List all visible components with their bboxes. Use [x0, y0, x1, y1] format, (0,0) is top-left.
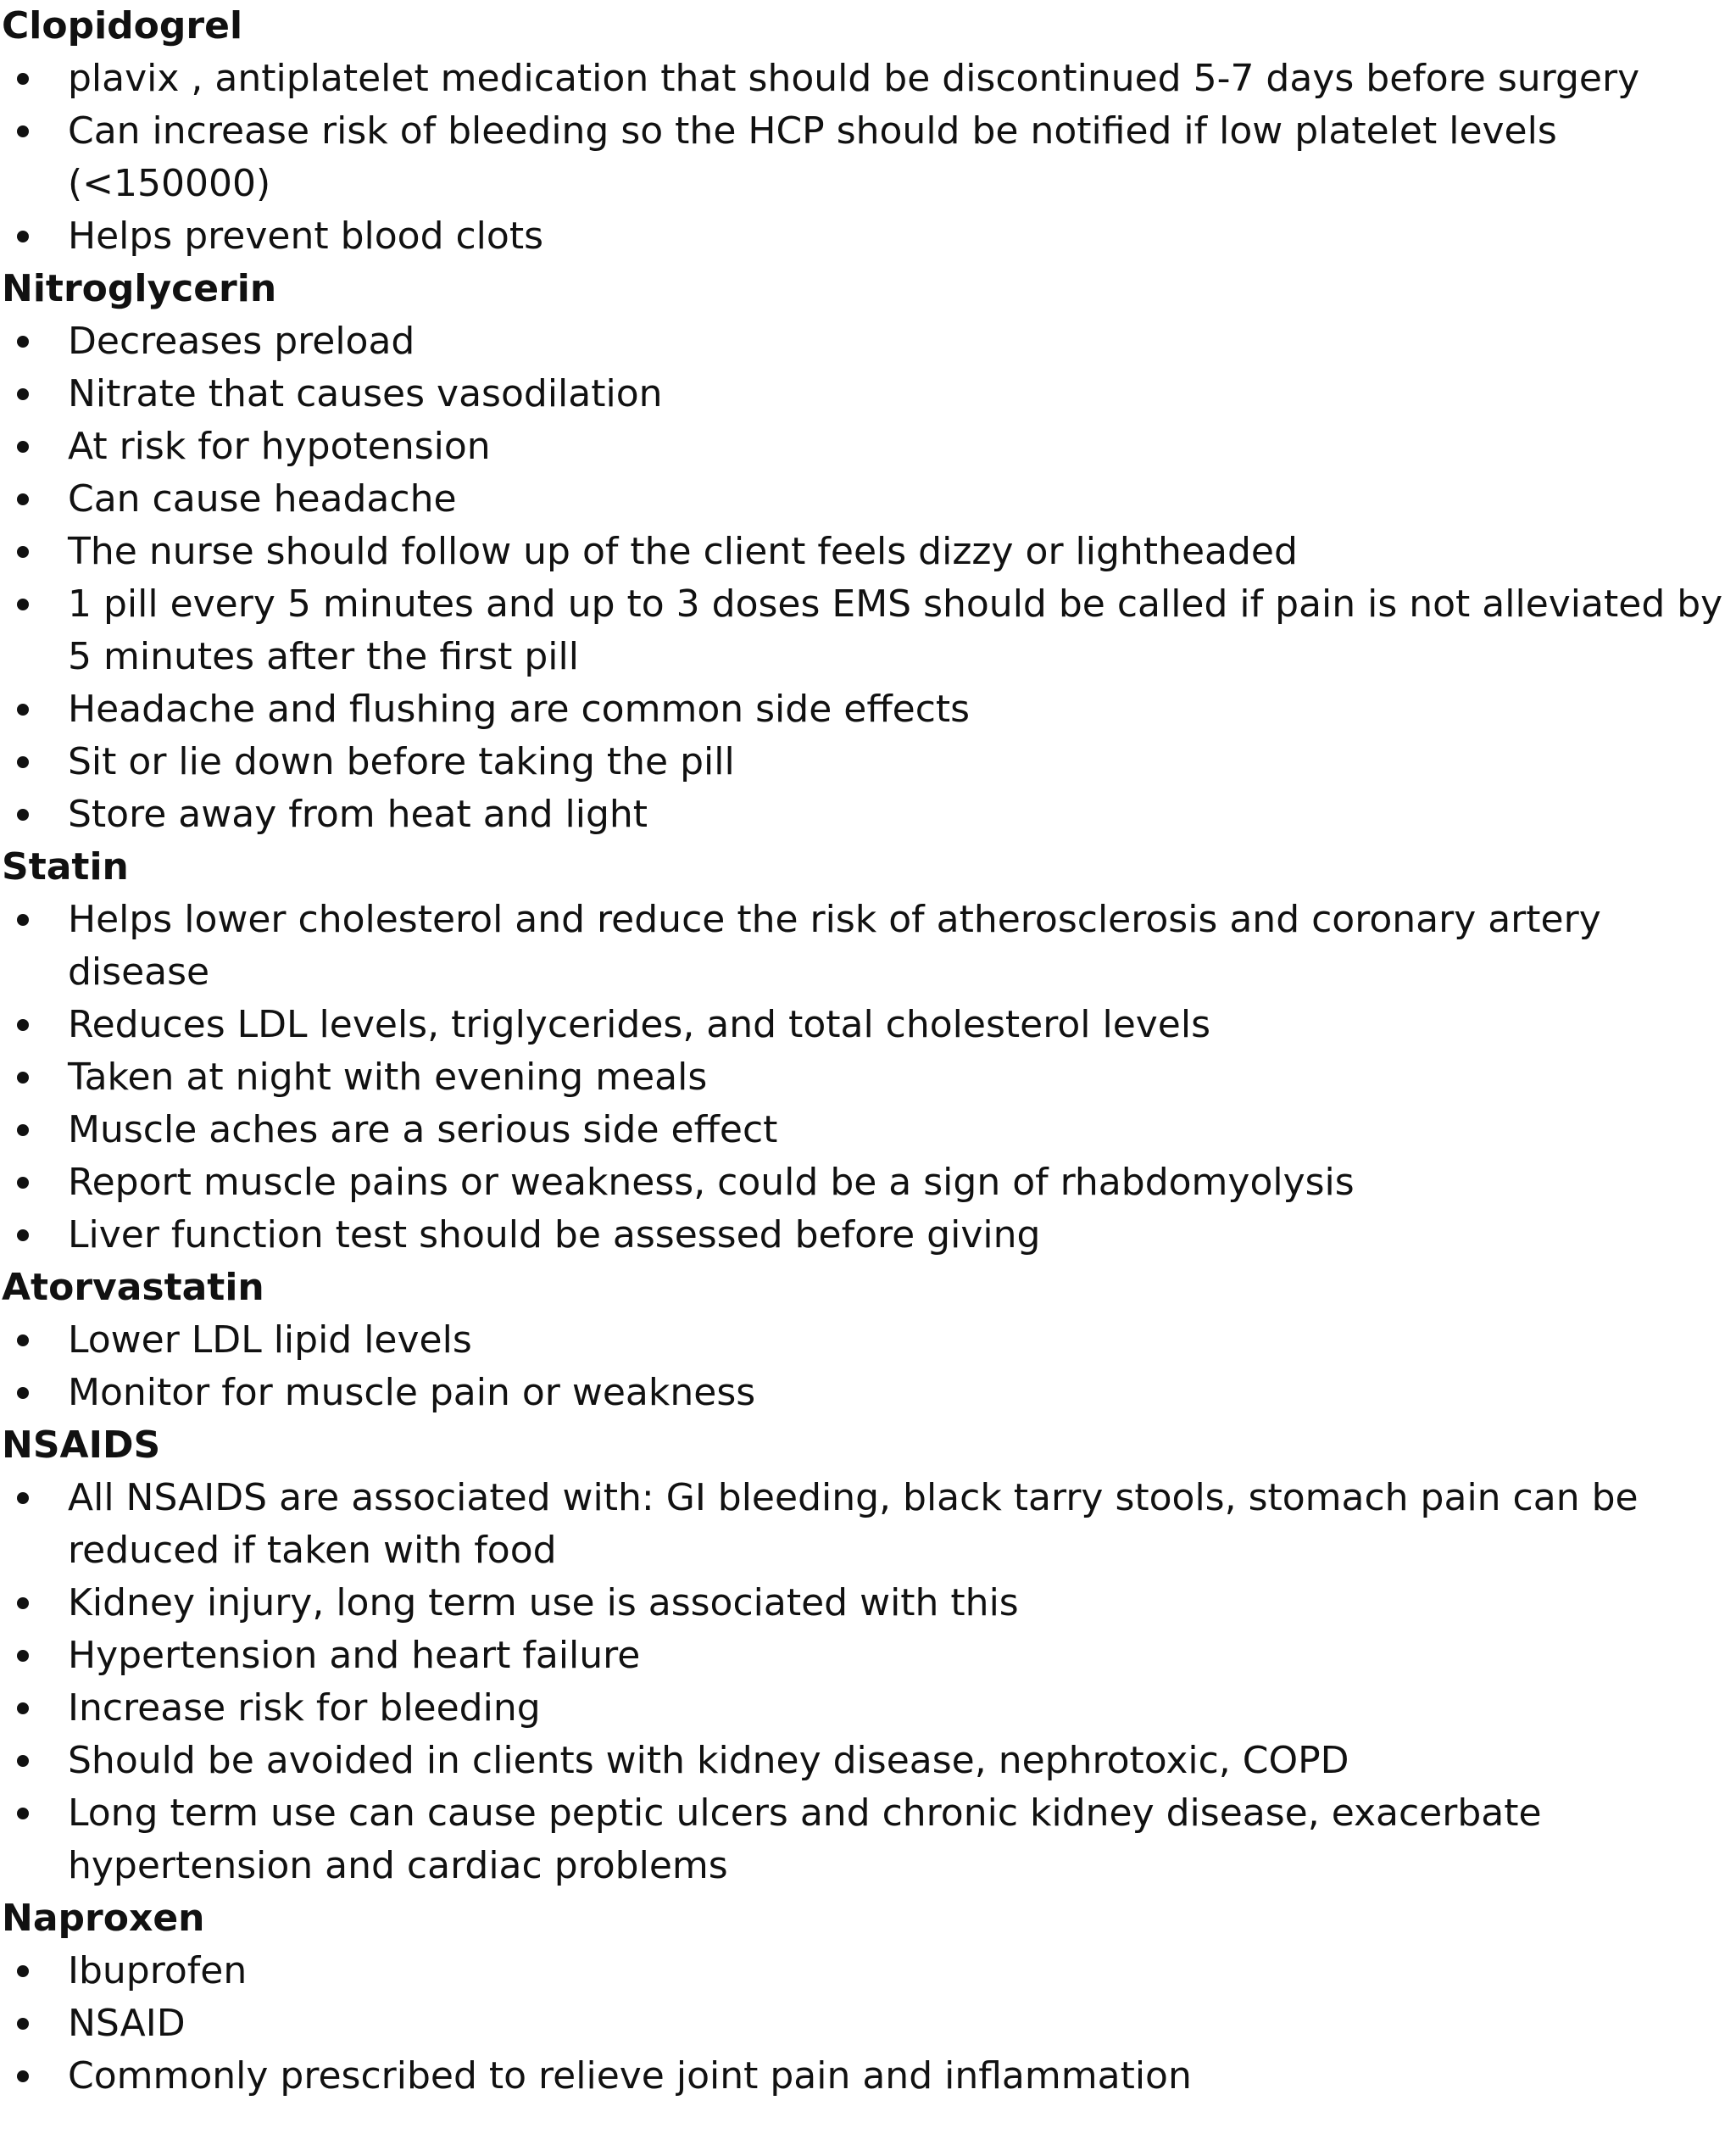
list-item: [0, 210, 1729, 263]
drug-heading: Naproxen: [2, 1897, 205, 1940]
list-item: [0, 1682, 1729, 1735]
list-item-text: Nitrate that causes vasodilation: [68, 372, 663, 415]
list-item-text: 1 pill every 5 minutes and up to 3 doses EMS should be called if pain is not alleviated by 5 minutes after the first pill: [68, 582, 1723, 678]
list-item: [0, 1945, 1729, 1997]
drug-section: [0, 263, 1736, 841]
list-item-text: Can increase risk of bleeding so the HCP should be notified if low platelet levels (<150000): [68, 109, 1557, 205]
list-item: [0, 1735, 1729, 1787]
bullet-icon: [17, 704, 29, 716]
bullet-icon: [17, 546, 29, 558]
drug-section: [0, 1419, 1736, 1892]
bullet-icon: [17, 1702, 29, 1714]
list-item-text: Should be avoided in clients with kidney disease, nephrotoxic, COPD: [68, 1739, 1349, 1782]
drug-heading: Atorvastatin: [2, 1266, 264, 1309]
list-item: [0, 1051, 1729, 1104]
list-item: [0, 683, 1729, 736]
list-item-text: plavix , antiplatelet medication that should be discontinued 5-7 days before surgery: [68, 57, 1640, 100]
list-item-text: Monitor for muscle pain or weakness: [68, 1371, 756, 1414]
bullet-icon: [17, 914, 29, 926]
bullet-icon: [17, 441, 29, 453]
drug-heading: Statin: [2, 845, 129, 889]
list-item-text: Decreases preload: [68, 320, 415, 363]
bullet-list: [0, 894, 1736, 1262]
list-item: [0, 368, 1729, 421]
bullet-icon: [17, 1597, 29, 1609]
list-item: [0, 421, 1729, 473]
list-item: [0, 1472, 1729, 1577]
list-item-text: Lower LDL lipid levels: [68, 1318, 472, 1362]
list-item: [0, 2050, 1729, 2103]
bullet-icon: [17, 1124, 29, 1136]
list-item-text: Can cause headache: [68, 477, 457, 521]
list-item-text: All NSAIDS are associated with: GI bleeding, black tarry stools, stomach pain can be reduced if taken with food: [68, 1476, 1639, 1572]
drug-heading: Clopidogrel: [2, 4, 243, 47]
bullet-icon: [17, 1492, 29, 1504]
list-item-text: Sit or lie down before taking the pill: [68, 740, 735, 783]
bullet-icon: [17, 1965, 29, 1977]
list-item: [0, 1104, 1729, 1156]
list-item-text: Long term use can cause peptic ulcers and chronic kidney disease, exacerbate hypertension and cardiac problems: [68, 1791, 1542, 1887]
list-item: [0, 999, 1729, 1051]
list-item-text: The nurse should follow up of the client feels dizzy or lightheaded: [68, 530, 1298, 573]
list-item: [0, 105, 1729, 210]
list-item: [0, 53, 1729, 105]
bullet-icon: [17, 125, 29, 137]
list-item-text: Store away from heat and light: [68, 793, 648, 836]
drug-section: [0, 1262, 1736, 1419]
list-item: [0, 736, 1729, 788]
bullet-icon: [17, 1229, 29, 1241]
bullet-icon: [17, 2070, 29, 2082]
list-item-text: Helps lower cholesterol and reduce the risk of atherosclerosis and coronary artery disease: [68, 898, 1601, 994]
list-item-text: Commonly prescribed to relieve joint pain and inflammation: [68, 2054, 1192, 2098]
list-item: [0, 1630, 1729, 1682]
list-item-text: Report muscle pains or weakness, could be a sign of rhabdomyolysis: [68, 1161, 1355, 1204]
bullet-icon: [17, 388, 29, 400]
list-item: [0, 1577, 1729, 1630]
bullet-icon: [17, 1177, 29, 1189]
drug-heading: Nitroglycerin: [2, 267, 277, 310]
list-item-text: Liver function test should be assessed before giving: [68, 1213, 1041, 1256]
list-item: [0, 315, 1729, 368]
bullet-icon: [17, 1334, 29, 1346]
list-item-text: NSAID: [68, 2002, 186, 2045]
list-item-text: Ibuprofen: [68, 1949, 248, 1992]
bullet-icon: [17, 809, 29, 821]
list-item-text: Muscle aches are a serious side effect: [68, 1108, 778, 1151]
bullet-icon: [17, 2018, 29, 2030]
list-item-text: Hypertension and heart failure: [68, 1634, 641, 1677]
list-item-text: Increase risk for bleeding: [68, 1686, 541, 1730]
bullet-list: [0, 1472, 1736, 1892]
list-item: [0, 578, 1729, 683]
bullet-icon: [17, 336, 29, 348]
bullet-icon: [17, 493, 29, 505]
bullet-icon: [17, 1072, 29, 1084]
bullet-icon: [17, 1808, 29, 1819]
bullet-icon: [17, 231, 29, 242]
list-item: [0, 473, 1729, 526]
list-item: [0, 1787, 1729, 1892]
bullet-icon: [17, 1755, 29, 1767]
bullet-list: [0, 1945, 1736, 2103]
bullet-list: [0, 1314, 1736, 1419]
list-item: [0, 894, 1729, 999]
list-item: [0, 1367, 1729, 1419]
drug-heading: NSAIDS: [2, 1424, 161, 1467]
list-item: [0, 1997, 1729, 2050]
bullet-icon: [17, 73, 29, 85]
list-item-text: Reduces LDL levels, triglycerides, and total cholesterol levels: [68, 1003, 1211, 1046]
list-item-text: Headache and flushing are common side effects: [68, 688, 971, 731]
bullet-icon: [17, 599, 29, 610]
list-item: [0, 1209, 1729, 1262]
list-item: [0, 1156, 1729, 1209]
list-item: [0, 788, 1729, 841]
list-item-text: Taken at night with evening meals: [68, 1056, 708, 1099]
list-item: [0, 526, 1729, 578]
bullet-icon: [17, 756, 29, 768]
list-item-text: Kidney injury, long term use is associated with this: [68, 1581, 1019, 1624]
bullet-icon: [17, 1387, 29, 1399]
drug-section: [0, 841, 1736, 1262]
list-item: [0, 1314, 1729, 1367]
drug-section: [0, 1892, 1736, 2103]
drug-section: [0, 0, 1736, 263]
bullet-list: [0, 53, 1736, 263]
bullet-list: [0, 315, 1736, 841]
list-item-text: At risk for hypotension: [68, 425, 491, 468]
bullet-icon: [17, 1019, 29, 1031]
bullet-icon: [17, 1650, 29, 1662]
list-item-text: Helps prevent blood clots: [68, 214, 543, 258]
